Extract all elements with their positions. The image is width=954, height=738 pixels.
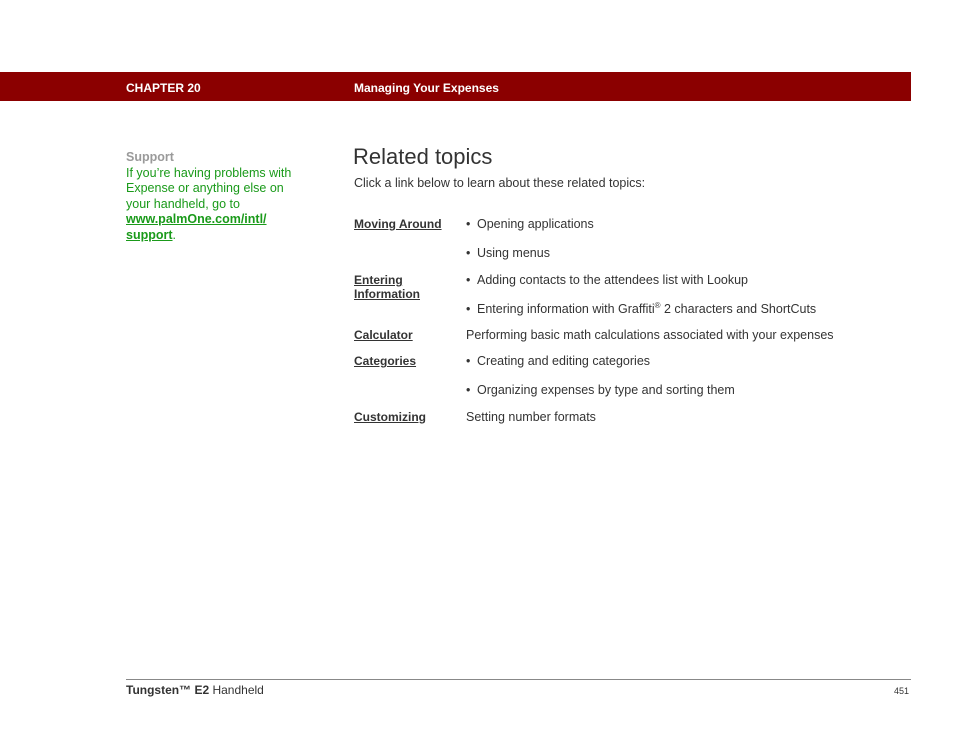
sidebar-body — [126, 166, 296, 244]
link-moving-around[interactable]: Moving Around — [354, 217, 442, 231]
chapter-header-bar — [0, 72, 911, 101]
sidebar-title: Support — [126, 150, 174, 164]
topic-item: • Adding contacts to the attendees list with Lookup — [466, 273, 749, 287]
page-number: 451 — [894, 686, 910, 696]
footer-divider — [126, 679, 911, 680]
topic-item: • Using menus — [466, 246, 550, 260]
registered-mark: ® — [654, 301, 661, 310]
sidebar-text: If you’re having problems with Expense or anything else on your handheld, go to — [126, 165, 292, 211]
footer-product: Tungsten™ E2 Handheld — [126, 683, 264, 697]
support-sidebar — [126, 150, 296, 244]
page-title: Related topics — [353, 144, 493, 169]
topic-item: • Opening applications — [466, 217, 594, 231]
intro-text: Click a link below to learn about these related topics: — [354, 176, 646, 190]
topic-item: • Creating and editing categories — [466, 354, 651, 368]
topic-item: Performing basic math calculations associated with your expenses — [466, 328, 834, 342]
topic-item: • Entering information with Graffiti® 2 characters and ShortCuts — [466, 301, 817, 317]
chapter-title: Managing Your Expenses — [354, 81, 499, 95]
link-categories[interactable]: Categories — [354, 354, 417, 368]
link-entering-information[interactable]: Entering Information — [354, 273, 420, 301]
sidebar-trailing: . — [172, 227, 177, 242]
link-calculator[interactable]: Calculator — [354, 328, 413, 342]
topic-item: • Organizing expenses by type and sorting them — [466, 383, 735, 397]
topic-item: Setting number formats — [466, 410, 596, 424]
chapter-label: CHAPTER 20 — [126, 81, 201, 95]
link-customizing[interactable]: Customizing — [354, 410, 426, 424]
support-link[interactable]: www.palmOne.com/intl/ support — [126, 212, 267, 242]
